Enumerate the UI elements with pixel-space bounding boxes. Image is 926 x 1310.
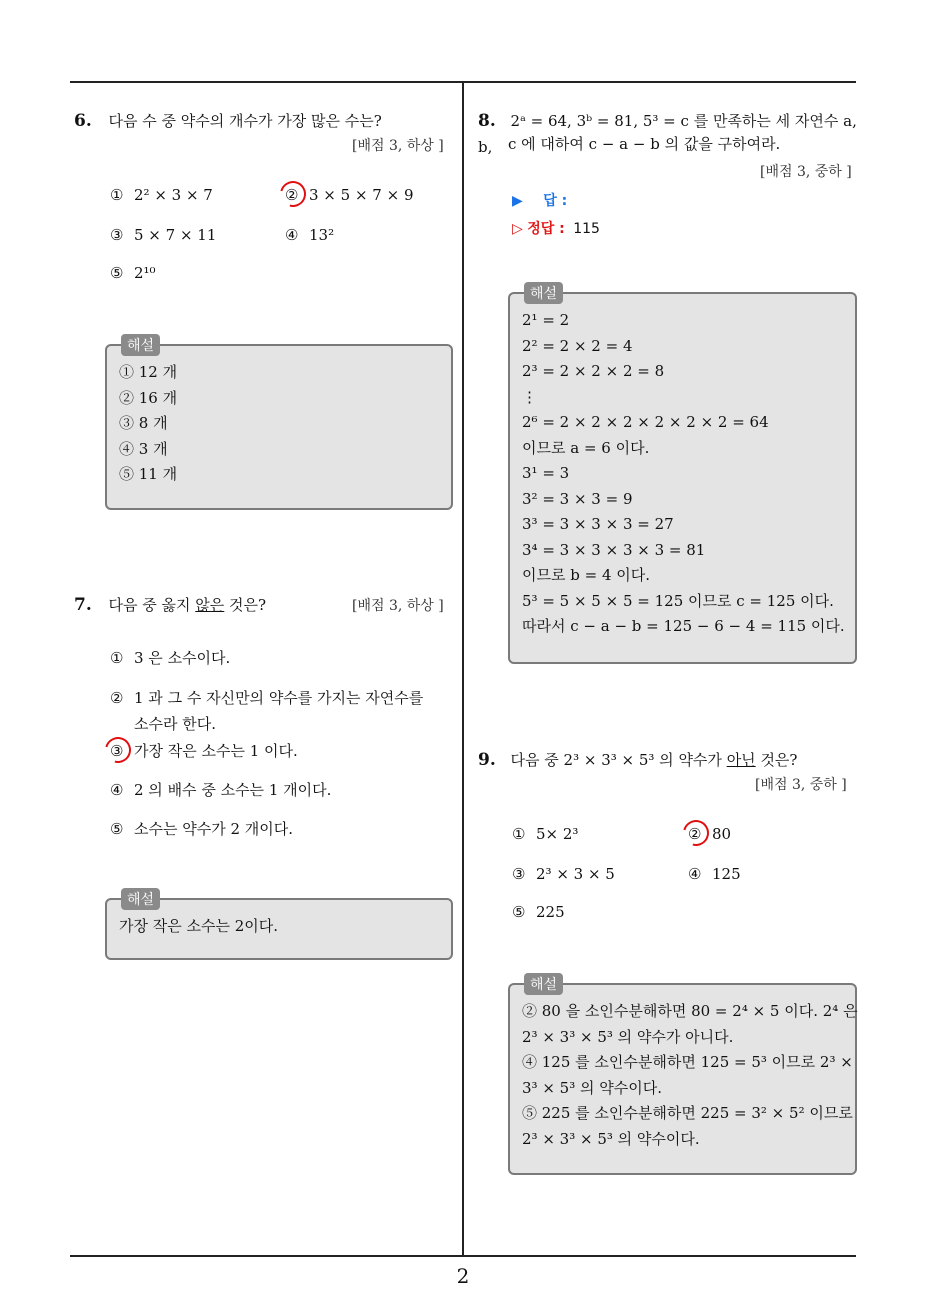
play-icon: ▶ (512, 193, 523, 209)
question-meta: [배점 3, 중하 ] (755, 777, 847, 793)
option-1[interactable]: ① 2² × 3 × 7 (110, 186, 213, 204)
question-meta: [배점 3, 중하 ] (760, 164, 852, 180)
question-number: 8. (478, 111, 496, 131)
answer-field[interactable]: ▶ 답 : (512, 193, 568, 209)
explanation-label: 해설 (524, 973, 563, 995)
question-9 (478, 747, 797, 773)
question-number: 6. (74, 111, 92, 131)
explanation-box: 해설 ② 80 을 소인수분해하면 80 = 2⁴ × 5 이다. 2⁴ 은 2³ × 3³ × 5³ 의 약수가 아니다. ④ 125 를 소인수분해하면 125 = 5³ 이므로 2³ × 3³ × 5³ 의 약수이다. ⑤ 225 를 소인수분해하면 225 = 3² × 5² 이므로 2³ × 3³ × 5³ 의 약수이다. (508, 983, 857, 1175)
explanation-box: 해설 ① 12 개 ② 16 개 ③ 8 개 ④ 3 개 ⑤ 11 개 (105, 344, 453, 510)
explanation-label: 해설 (121, 334, 160, 356)
selected-answer-mark: ② (285, 186, 309, 204)
question-text: 다음 중 옳지 않은 것은? (108, 596, 267, 614)
question-7 (74, 592, 266, 618)
explanation-box: 해설 2¹ = 2 2² = 2 × 2 = 4 2³ = 2 × 2 × 2 = 8 ⋮ 2⁶ = 2 × 2 × 2 × 2 × 2 × 2 = 64 이므로 a = 6 이다. 3¹ = 3 3² = 3 × 3 = 9 3³ = 3 × 3 × 3 = 27 3⁴ = 3 × 3 × 3 × 3 = 81 이므로 b = 4 이다. 5³ = 5 × 5 × 5 = 125 이므로 c = 125 이다. 따라서 c − a − b = 125 − 6 − 4 = 115 이다. (508, 292, 857, 664)
bottom-rule (70, 1255, 856, 1257)
question-text: 다음 수 중 약수의 개수가 가장 많은 수는? (108, 112, 382, 130)
question-meta: [배점 3, 하상 ] (352, 138, 444, 154)
play-outline-icon: ▷ (512, 221, 523, 237)
page-number: 2 (456, 1264, 470, 1288)
option-3[interactable]: ③ 가장 작은 소수는 1 이다. (110, 742, 298, 760)
explanation-box: 해설 가장 작은 소수는 2이다. (105, 898, 453, 960)
correct-answer: ▷ 정답 : 115 (512, 221, 600, 237)
question-text: 다음 중 2³ × 3³ × 5³ 의 약수가 아닌 것은? (510, 751, 798, 769)
question-text: 2ᵃ = 64, 3ᵇ = 81, 5³ = c 를 만족하는 세 자연수 a, b, (478, 112, 857, 156)
column-divider (462, 82, 464, 1256)
option-2[interactable]: ② 80 (688, 825, 732, 843)
option-2[interactable]: ② 3 × 5 × 7 × 9 (285, 186, 414, 204)
option-5[interactable]: ⑤ 2¹⁰ (110, 264, 156, 282)
question-number: 7. (74, 595, 92, 615)
option-5[interactable]: ⑤ 225 (512, 903, 565, 921)
question-6 (74, 108, 382, 134)
option-3[interactable]: ③ 5 × 7 × 11 (110, 226, 217, 244)
option-1[interactable]: ① 3 은 소수이다. (110, 649, 231, 667)
option-1[interactable]: ① 5× 2³ (512, 825, 579, 843)
explanation-label: 해설 (524, 282, 563, 304)
option-4[interactable]: ④ 13² (285, 226, 335, 244)
option-4[interactable]: ④ 2 의 배수 중 소수는 1 개이다. (110, 781, 332, 799)
option-5[interactable]: ⑤ 소수는 약수가 2 개이다. (110, 820, 294, 838)
question-number: 9. (478, 750, 496, 770)
explanation-label: 해설 (121, 888, 160, 910)
option-2[interactable]: ② 1 과 그 수 자신만의 약수를 가지는 자연수를 소수라 한다. (110, 689, 424, 733)
selected-answer-mark: ③ (110, 742, 134, 760)
option-3[interactable]: ③ 2³ × 3 × 5 (512, 865, 615, 883)
option-4[interactable]: ④ 125 (688, 865, 741, 883)
selected-answer-mark: ② (688, 825, 712, 843)
question-text-continued: c 에 대하여 c − a − b 의 값을 구하여라. (508, 135, 781, 153)
question-meta: [배점 3, 하상 ] (352, 598, 444, 614)
